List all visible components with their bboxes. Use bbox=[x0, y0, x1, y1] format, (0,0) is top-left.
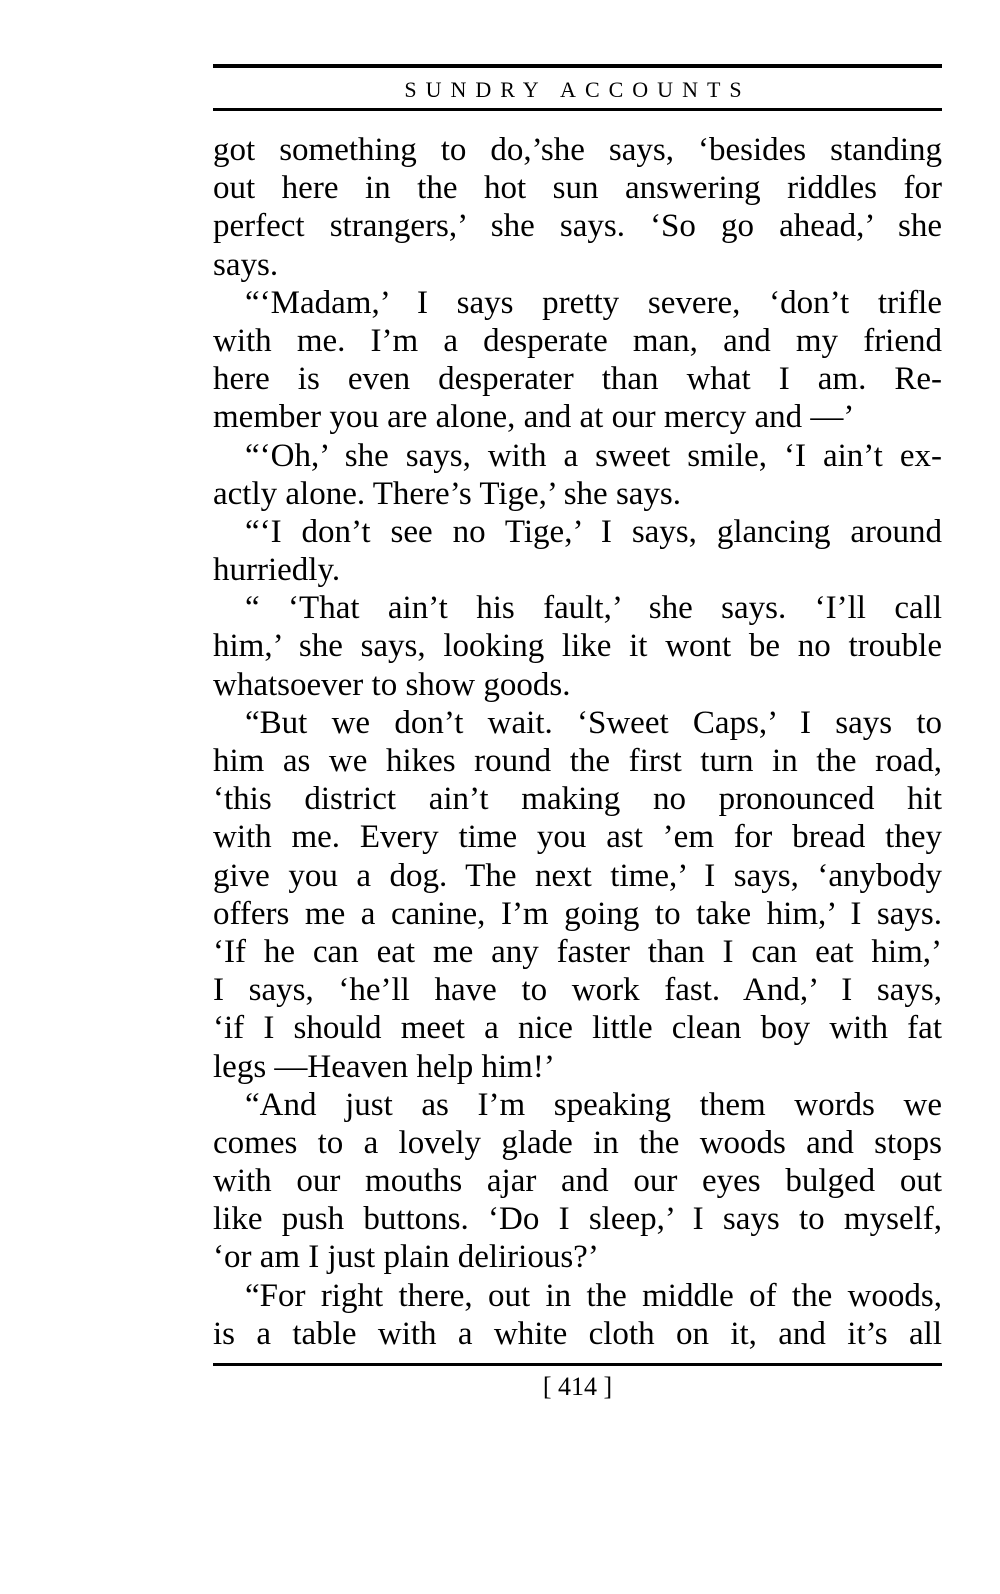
text-line: perfect strangers,’ she says. ‘So go ahead,’ she bbox=[213, 208, 942, 245]
text-line: ‘this district ain’t making no pronounced hit bbox=[213, 781, 942, 818]
text-line: got something to do,’she says, ‘besides standing bbox=[213, 132, 942, 168]
text-line: “‘Oh,’ she says, with a sweet smile, ‘I ain’t ex- bbox=[245, 437, 942, 474]
text-line: whatsoever to show goods. bbox=[213, 666, 571, 703]
text-line: I says, ‘he’ll have to work fast. And,’ I says, bbox=[213, 972, 942, 1009]
text-line: legs —Heaven help him!’ bbox=[213, 1048, 555, 1085]
text-line: “ ‘That ain’t his fault,’ she says. ‘I’ll call bbox=[245, 590, 942, 627]
text-line: with our mouths ajar and our eyes bulged out bbox=[213, 1163, 942, 1200]
text-line: out here in the hot sun answering riddles for bbox=[213, 170, 942, 207]
text-line: offers me a canine, I’m going to take him,’ I says. bbox=[213, 895, 942, 932]
text-line: with me. Every time you ast ’em for bread they bbox=[213, 819, 942, 856]
text-line: “‘Madam,’ I says pretty severe, ‘don’t trifle bbox=[245, 284, 942, 321]
book-page bbox=[213, 64, 942, 1402]
text-line: ‘or am I just plain delirious?’ bbox=[213, 1239, 599, 1276]
text-line: “For right there, out in the middle of the woods, bbox=[245, 1277, 942, 1314]
text-line: give you a dog. The next time,’ I says, ‘anybody bbox=[213, 857, 942, 894]
text-line: hurriedly. bbox=[213, 552, 341, 589]
text-line: ‘If he can eat me any faster than I can eat him,’ bbox=[213, 933, 942, 970]
text-line: says. bbox=[213, 246, 279, 283]
text-line: with me. I’m a desperate man, and my friend bbox=[213, 322, 942, 359]
text-line: is a table with a white cloth on it, and it’s all bbox=[213, 1315, 942, 1352]
text-line: “And just as I’m speaking them words we bbox=[245, 1086, 942, 1123]
text-line: “But we don’t wait. ‘Sweet Caps,’ I says to bbox=[245, 704, 942, 741]
page-number: [ 414 ] bbox=[542, 1372, 613, 1401]
running-head bbox=[213, 68, 942, 108]
text-line: “‘I don’t see no Tige,’ I says, glancing around bbox=[245, 513, 942, 550]
text-line: actly alone. There’s Tige,’ she says. bbox=[213, 475, 682, 512]
text-line: here is even desperater than what I am. Re- bbox=[213, 361, 942, 398]
running-head-title: SUNDRY ACCOUNTS bbox=[404, 77, 751, 102]
text-line: him,’ she says, looking like it wont be no trouble bbox=[213, 628, 942, 665]
text-line: ‘if I should meet a nice little clean boy with fat bbox=[213, 1010, 942, 1047]
text-line: member you are alone, and at our mercy and —’ bbox=[213, 399, 855, 436]
text-line: comes to a lovely glade in the woods and stops bbox=[213, 1124, 942, 1161]
text-line: like push buttons. ‘Do I sleep,’ I says to myself, bbox=[213, 1201, 942, 1238]
footer-rule bbox=[213, 1363, 942, 1366]
body-text bbox=[213, 131, 942, 1353]
text-line: him as we hikes round the first turn in the road, bbox=[213, 743, 942, 779]
header-bottom-rule bbox=[213, 108, 942, 111]
